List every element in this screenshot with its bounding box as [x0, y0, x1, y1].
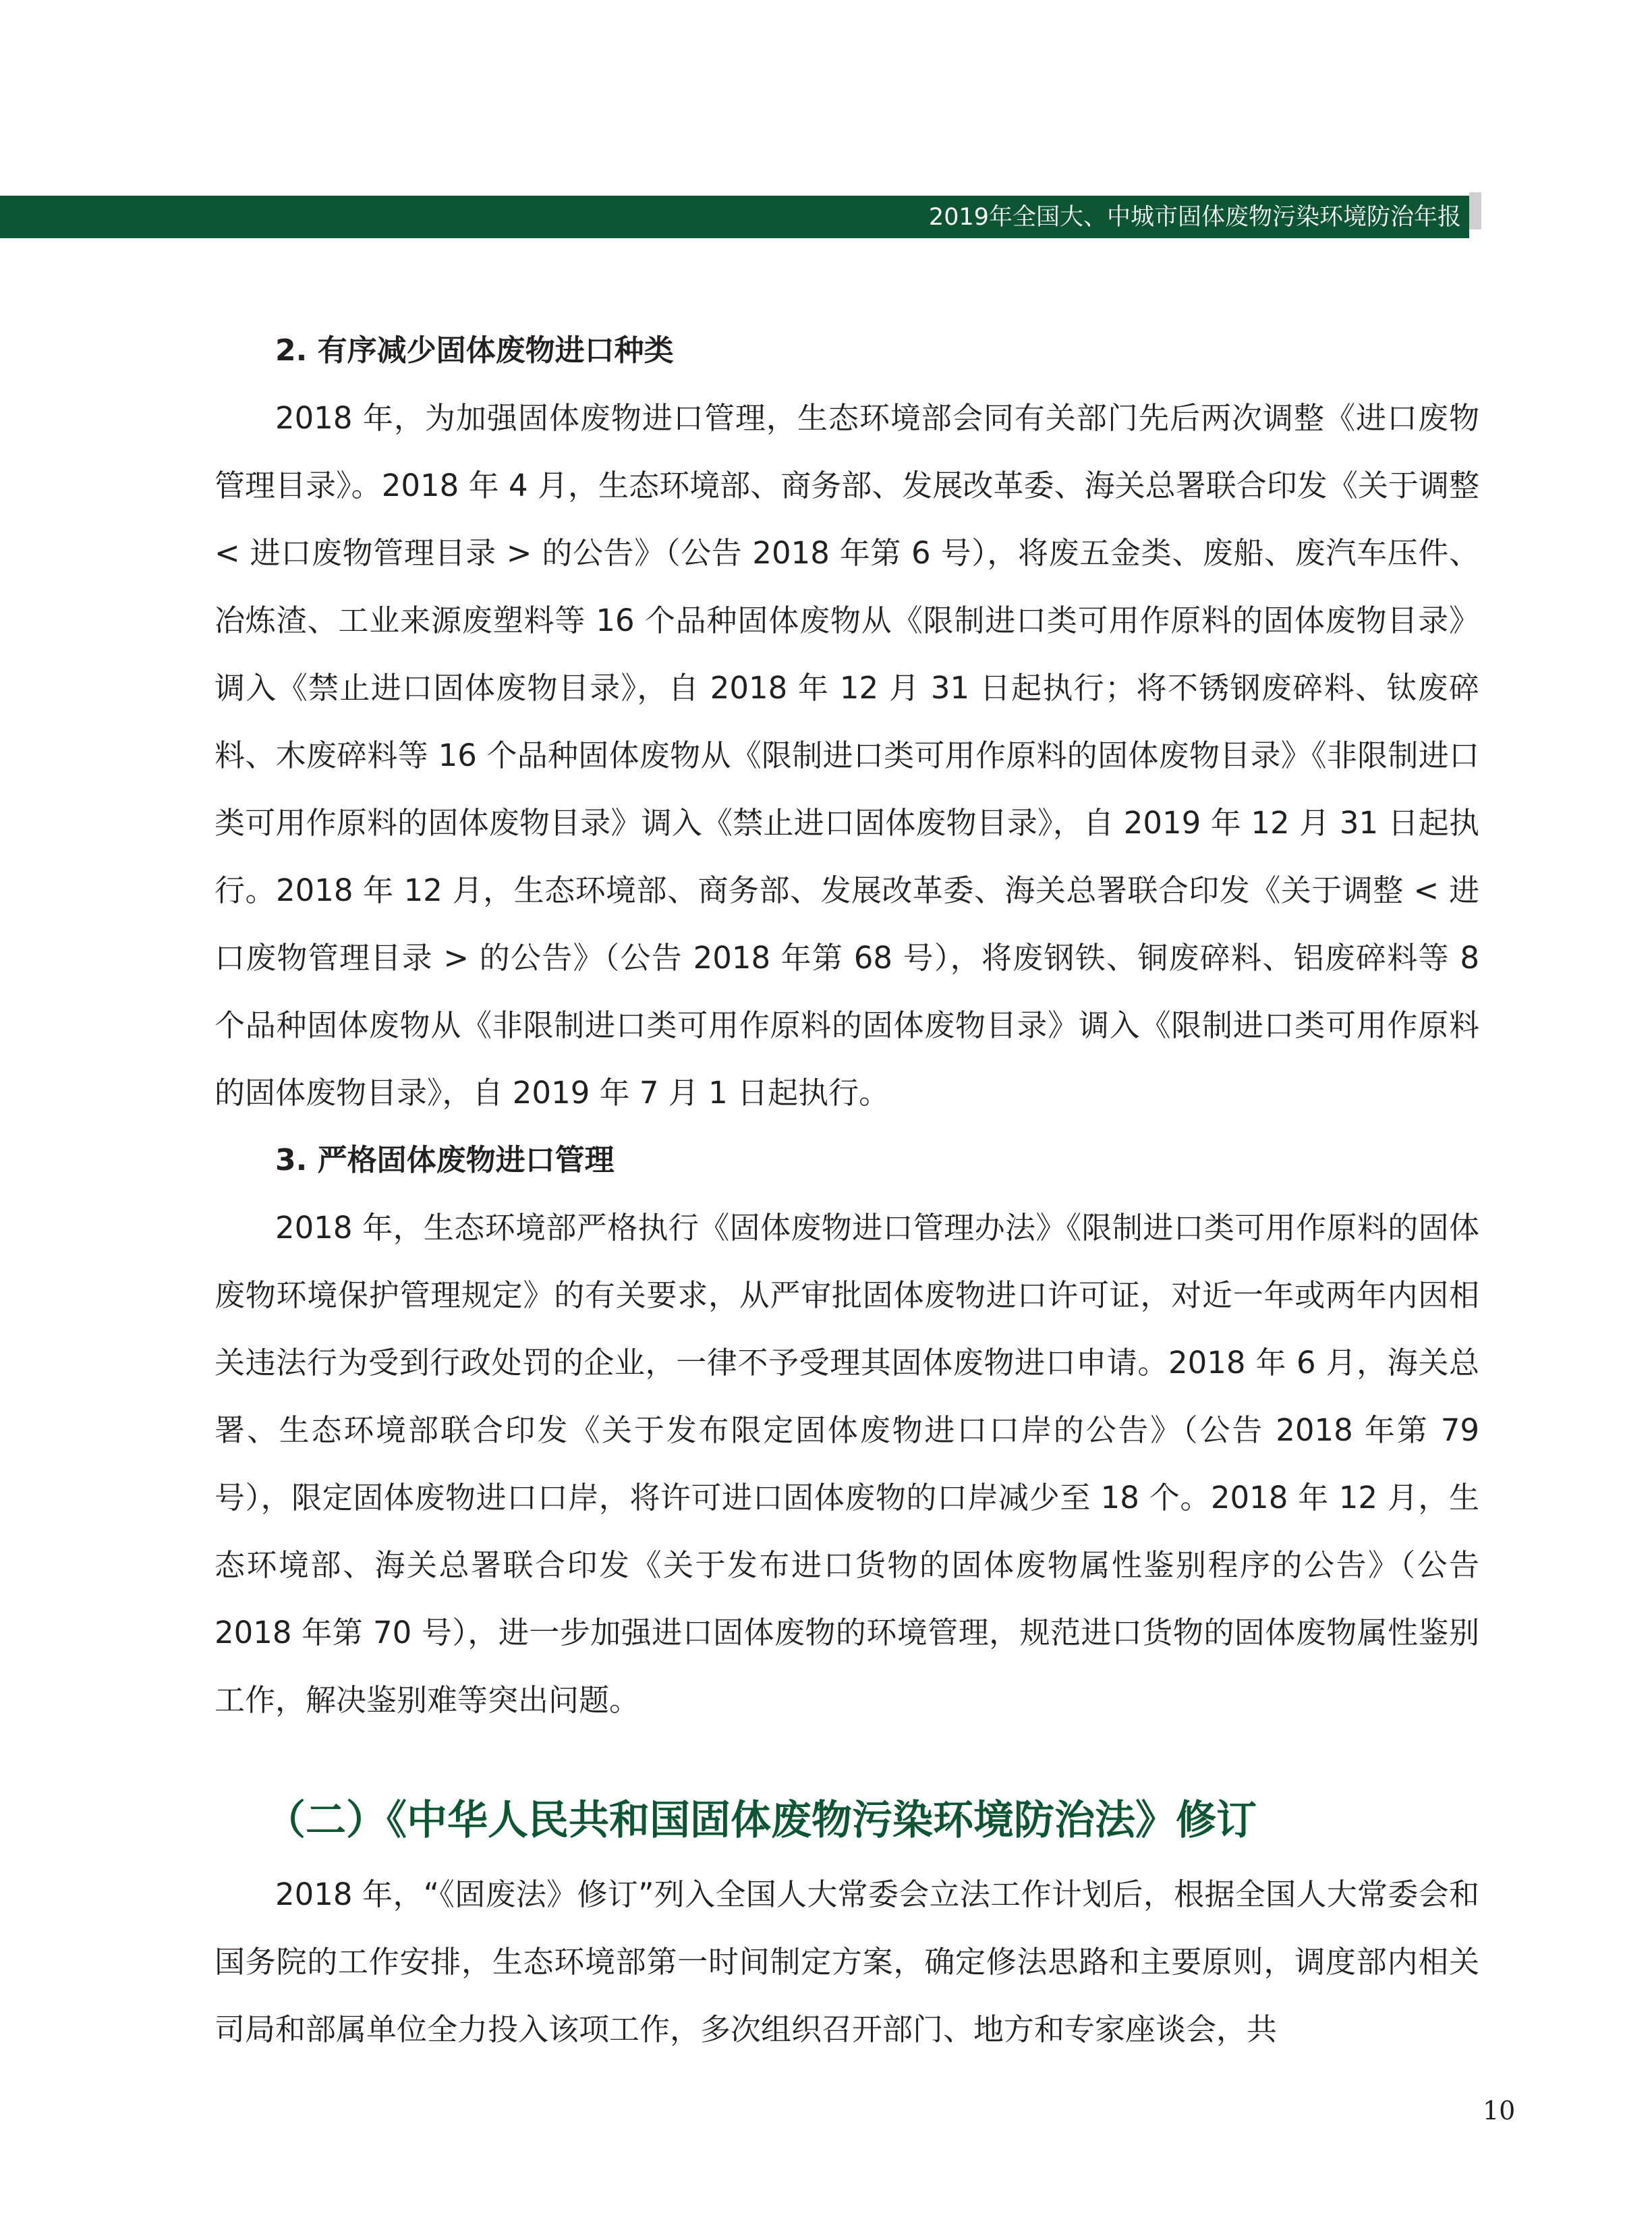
subsection-2-paragraph: 2018 年，为加强固体废物进口管理，生态环境部会同有关部门先后两次调整《进口废物管理目录》。2018 年 4 月，生态环境部、商务部、发展改革委、海关总署联合印发《关于调整 < 进口废物管理目录 > 的公告》（公告 2018 年第 6 号），将废五金类、废船、废汽车压件、冶炼渣、工业来源废塑料等 16 个品种固体废物从《限制进口类可用作原料的固体废物目录》调入《禁止进口固体废物目录》，自 2018 年 12 月 31 日起执行；将不锈钢废碎料、钛废碎料、木废碎料等 16 个品种固体废物从《限制进口类可用作原料的固体废物目录》《非限制进口类可用作原料的固体废物目录》调入《禁止进口固体废物目录》，自 2019 年 12 月 31 日起执行。2018 年 12 月，生态环境部、商务部、发展改革委、海关总署联合印发《关于调整 < 进口废物管理目录 > 的公告》（公告 2018 年第 68 号），将废钢铁、铜废碎料、铝废碎料等 8 个品种固体废物从《非限制进口类可用作原料的固体废物目录》调入《限制进口类可用作原料的固体废物目录》，自 2019 年 7 月 1 日起执行。 [215, 400, 1479, 1111]
page-body [215, 317, 1479, 2063]
subsection-3-paragraph: 2018 年，生态环境部严格执行《固体废物进口管理办法》《限制进口类可用作原料的固体废物环境保护管理规定》的有关要求，从严审批固体废物进口许可证，对近一年或两年内因相关违法行为受到行政处罚的企业，一律不予受理其固体废物进口申请。2018 年 6 月，海关总署、生态环境部联合印发《关于发布限定固体废物进口口岸的公告》（公告 2018 年第 79 号），限定固体废物进口口岸，将许可进口固体废物的口岸减少至 18 个。2018 年 12 月，生态环境部、海关总署联合印发《关于发布进口货物的固体废物属性鉴别程序的公告》（公告 2018 年第 70 号），进一步加强进口固体废物的环境管理，规范进口货物的固体废物属性鉴别工作，解决鉴别难等突出问题。 [215, 1210, 1479, 1718]
running-header-title: 2019年全国大、中城市固体废物污染环境防治年报 [928, 204, 1461, 231]
subsection-heading-3: 3. 严格固体废物进口管理 [275, 1143, 615, 1177]
section-heading-2: （二）《中华人民共和国固体废物污染环境防治法》修订 [265, 1797, 1257, 1844]
header-band-shadow [1469, 192, 1481, 229]
subsection-heading-2: 2. 有序减少固体废物进口种类 [275, 333, 674, 368]
section-2-paragraph: 2018 年，“《固废法》修订”列入全国人大常委会立法工作计划后，根据全国人大常委会和国务院的工作安排，生态环境部第一时间制定方案，确定修法思路和主要原则，调度部内相关司局和部属单位全力投入该项工作，多次组织召开部门、地方和专家座谈会，共 [215, 1876, 1479, 2047]
page-number: 10 [1483, 2096, 1516, 2125]
